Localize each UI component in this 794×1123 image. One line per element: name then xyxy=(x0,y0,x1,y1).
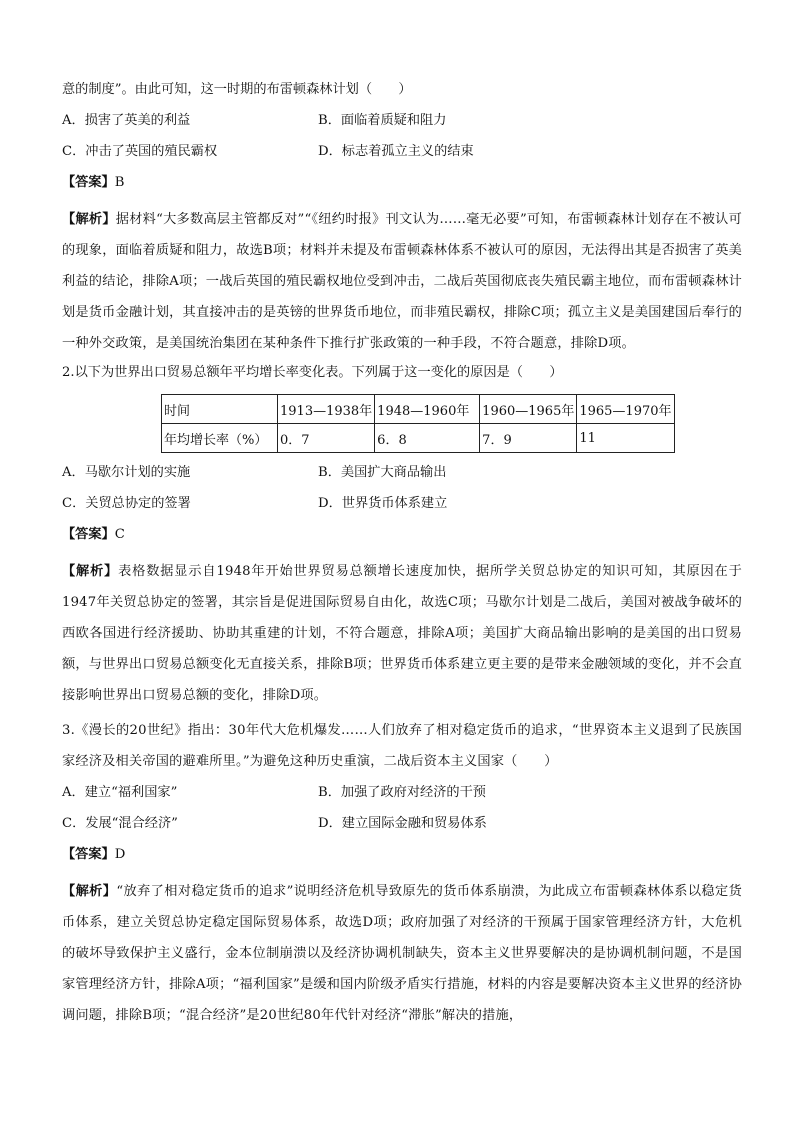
q2-answer xyxy=(62,525,742,545)
q2-options-row1 xyxy=(62,463,742,483)
q1-option-a: A．损害了英美的利益 xyxy=(62,113,191,128)
q2-analysis-text: 表格数据显示自1948年开始世界贸易总额增长速度加快，据所学关贸总协定的知识可知，其原因在于1947年关贸总协定的签署，其宗旨是促进国际贸易自由化，故选C项；马歇尔计划是二战后，美国对被战争破坏的西欧各国进行经济援助、协助其重建的计划，不符合题意，排除A项；美国扩大商品输出影响的是美国的出口贸易额，与世界出口贸易总额变化无直接关系，排除B项；世界货币体系建立更主要的是带来金融领域的变化，并不会直接影响世界出口贸易总额的变化，排除D项。 xyxy=(62,564,742,703)
q2-analysis-label: 【解析】 xyxy=(62,564,119,579)
q3-option-b: B．加强了政府对经济的干预 xyxy=(318,785,486,800)
q3-option-d: D．建立国际金融和贸易体系 xyxy=(318,816,487,831)
q1-answer-value: B xyxy=(114,175,125,190)
q1-analysis xyxy=(62,204,742,359)
q2-analysis xyxy=(62,556,742,711)
q3-option-c: C．发展“混合经济” xyxy=(62,816,178,831)
q3-stem: 3.《漫长的20世纪》指出：30年代大危机爆发……人们放弃了相对稳定货币的追求，“世界资本主义退到了民族国家经济及相关帝国的避难所里。”为避免这种历史重演，二战后资本主义国家（ ） xyxy=(62,723,742,769)
table-header-cell: 时间 xyxy=(162,395,278,424)
q3-answer-label: 【答案】 xyxy=(62,847,115,862)
q3-options-row1 xyxy=(62,783,742,803)
q2-answer-label: 【答案】 xyxy=(62,527,115,542)
q3-option-a: A．建立“福利国家” xyxy=(62,785,178,800)
q2-option-b: B．美国扩大商品输出 xyxy=(318,465,447,480)
q2-options-row2 xyxy=(62,494,742,514)
q2-answer-value: C xyxy=(114,527,125,542)
q1-analysis-label: 【解析】 xyxy=(62,212,116,227)
table-header-cell: 1960—1965年 xyxy=(480,395,577,424)
table-row xyxy=(162,395,675,424)
q1-option-b: B．面临着质疑和阻力 xyxy=(318,113,447,128)
q1-options-row2 xyxy=(62,142,742,162)
table-cell: 6．8 xyxy=(375,424,480,453)
q1-answer xyxy=(62,173,742,193)
q3-options-row2 xyxy=(62,814,742,834)
q1-option-d: D．标志着孤立主义的结束 xyxy=(318,144,474,159)
q2-option-a: A．马歇尔计划的实施 xyxy=(62,465,191,480)
q1-stem: 意的制度”。由此可知，这一时期的布雷顿森林计划（ ） xyxy=(62,82,412,97)
q3-answer xyxy=(62,845,742,865)
table-cell: 0．7 xyxy=(278,424,375,453)
q1-option-c: C．冲击了英国的殖民霸权 xyxy=(62,144,218,159)
table-cell: 年均增长率（%） xyxy=(162,424,278,453)
q1-options-row1 xyxy=(62,111,742,131)
q3-answer-value: D xyxy=(114,847,126,862)
q2-option-d: D．世界货币体系建立 xyxy=(318,496,448,511)
table-header-cell: 1965—1970年 xyxy=(577,395,674,424)
q2-stem: 2.以下为世界出口贸易总额年平均增长率变化表。下列属于这一变化的原因是（ ） xyxy=(62,365,563,380)
q3-analysis xyxy=(62,876,742,1031)
document-page xyxy=(62,80,742,1031)
q3-analysis-text: “放弃了相对稳定货币的追求”说明经济危机导致原先的货币体系崩溃，为此成立布雷顿森林体系以稳定货币体系，建立关贸总协定稳定国际贸易体系，故选D项；政府加强了对经济的干预属于国家管理经济方针，大危机的破坏导致保护主义盛行，金本位制崩溃以及经济协调机制缺失，资本主义世界要解决的是协调机制问题，不是国家管理经济方针，排除A项；“福利国家”是缓和国内阶级矛盾实行措施，材料的内容是要解决资本主义世界的经济协调问题，排除B项；“混合经济”是20世纪80年代针对经济“滞胀”解决的措施， xyxy=(62,884,742,1023)
table-header-cell: 1913—1938年 xyxy=(278,395,375,424)
table-cell: 11 xyxy=(577,424,674,453)
growth-rate-table xyxy=(161,394,675,453)
q1-analysis-text: 据材料“大多数高层主管都反对”“《纽约时报》刊文认为……毫无必要”可知，布雷顿森林计划存在不被认可的现象，面临着质疑和阻力，故选B项；材料并未提及布雷顿森林体系不被认可的原因，无法得出其是否损害了英美利益的结论，排除A项；一战后英国的殖民霸权地位受到冲击，二战后英国彻底丧失殖民霸主地位，而布雷顿森林计划是货币金融计划，其直接冲击的是英镑的世界货币地位，而非殖民霸权，排除C项；孤立主义是美国建国后奉行的一种外交政策，是美国统治集团在某种条件下推行扩张政策的一种手段，不符合题意，排除D项。 xyxy=(62,212,742,351)
table-row xyxy=(162,424,675,453)
q2-option-c: C．关贸总协定的签署 xyxy=(62,496,191,511)
table-cell: 7．9 xyxy=(480,424,577,453)
q1-answer-label: 【答案】 xyxy=(62,175,115,190)
table-header-cell: 1948—1960年 xyxy=(375,395,480,424)
q3-analysis-label: 【解析】 xyxy=(62,884,117,899)
